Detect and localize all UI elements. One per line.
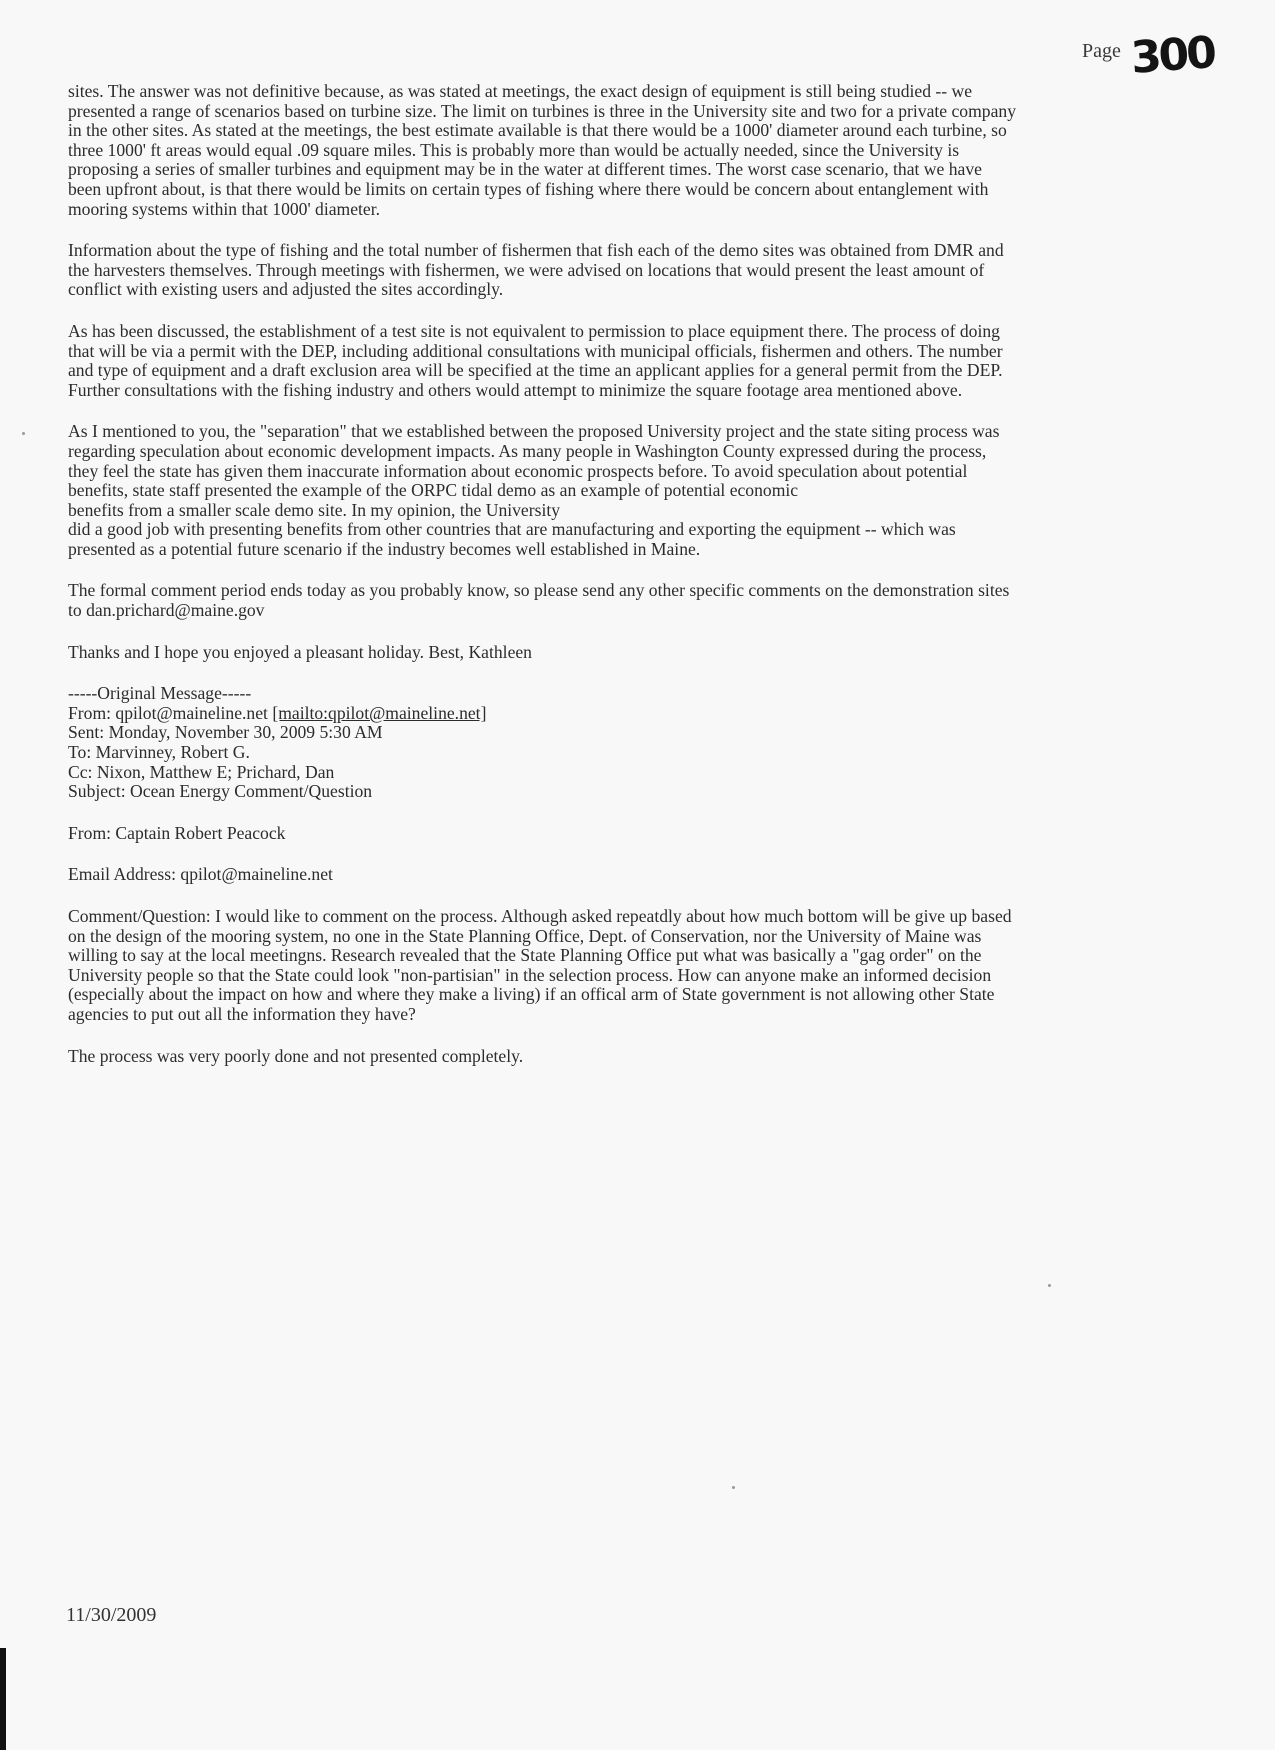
text-line: the harvesters themselves. Through meetings with fishermen, we were advised on locations that would present the least amount of xyxy=(68,259,985,280)
scan-edge-shadow xyxy=(0,1648,6,1750)
closing-remark xyxy=(68,1047,1198,1067)
text-line: proposing a series of smaller turbines and equipment may be in the water at different times. The worst case scenario, that we have xyxy=(68,159,982,180)
text-line: benefits, state staff presented the example of the ORPC tidal demo as an example of potential economic xyxy=(68,480,799,501)
original-subject-line: Subject: Ocean Energy Comment/Question xyxy=(68,781,373,802)
original-sent-line: Sent: Monday, November 30, 2009 5:30 AM xyxy=(68,722,383,743)
text-line: and type of equipment and a draft exclusion area will be specified at the time an applicant applies for a general permit from the DEP. xyxy=(68,360,1003,381)
paragraph-permit-process xyxy=(68,322,1198,400)
text-line: agencies to put out all the information they have? xyxy=(68,1003,416,1024)
text-line: mooring systems within that 1000' diameter. xyxy=(68,198,381,219)
original-message-header xyxy=(68,684,1198,802)
text-line: regarding speculation about economic development impacts. As many people in Washington County expressed during the process, xyxy=(68,440,987,461)
text-line: University people so that the State could look "non-partisian" in the selection process. How can anyone make an informed decision xyxy=(68,964,992,985)
text-line: presented as a potential future scenario if the industry becomes well established in Maine. xyxy=(68,538,701,559)
text-line: presented a range of scenarios based on turbine size. The limit on turbines is three in the University site and two for a private company xyxy=(68,100,1016,121)
paragraph-signoff xyxy=(68,643,1198,663)
text-line: Thanks and I hope you enjoyed a pleasant holiday. Best, Kathleen xyxy=(68,641,532,662)
text-line: conflict with existing users and adjusted the sites accordingly. xyxy=(68,279,504,300)
scan-speck xyxy=(1048,1284,1051,1287)
text-line: Information about the type of fishing and the total number of fishermen that fish each of the demo sites was obtained from DMR and xyxy=(68,240,1004,261)
paragraph-turbine-sites xyxy=(68,82,1198,219)
text-line: been upfront about, is that there would be limits on certain types of fishing where there would be concern about entanglement with xyxy=(68,178,989,199)
text-line: Email Address: qpilot@maineline.net xyxy=(68,864,333,885)
paragraph-comment-period xyxy=(68,581,1198,620)
text-line: The formal comment period ends today as you probably know, so please send any other specific comments on the demonstration sites xyxy=(68,580,1010,601)
scan-speck xyxy=(732,1486,735,1489)
paragraph-separation xyxy=(68,422,1198,559)
text-line: three 1000' ft areas would equal .09 square miles. This is probably more than would be actually needed, since the University is xyxy=(68,139,960,160)
text-line: From: Captain Robert Peacock xyxy=(68,822,286,843)
text-line: The process was very poorly done and not presented completely. xyxy=(68,1045,524,1066)
text-line: in the other sites. As stated at the meetings, the best estimate available is that there would be a 1000' diameter around each turbine, so xyxy=(68,120,1007,141)
handwritten-page-number: 300 xyxy=(1129,27,1216,84)
footer-date: 11/30/2009 xyxy=(66,1604,157,1626)
text-line: benefits from a smaller scale demo site. In my opinion, the University xyxy=(68,499,561,520)
text-line: that will be via a permit with the DEP, including additional consultations with municipal officials, fishermen and others. The number xyxy=(68,340,1003,361)
text-line: sites. The answer was not definitive because, as was stated at meetings, the exact design of equipment is still being studied -- we xyxy=(68,81,973,101)
page-label: Page xyxy=(1082,40,1121,62)
original-to-line: To: Marvinney, Robert G. xyxy=(68,742,250,763)
text-line: to dan.prichard@maine.gov xyxy=(68,600,265,621)
paragraph-fishing-info xyxy=(68,241,1198,300)
email-body xyxy=(68,82,1198,1088)
text-line: did a good job with presenting benefits from other countries that are manufacturing and exporting the equipment -- which was xyxy=(68,519,956,540)
original-from-address: From: qpilot@maineline.net xyxy=(68,702,268,723)
original-message-separator: -----Original Message----- xyxy=(68,683,252,704)
text-line: they feel the state has given them inaccurate information about economic prospects before. To avoid speculation about potential xyxy=(68,460,968,481)
form-from-field xyxy=(68,824,1198,844)
original-from-line xyxy=(68,704,1198,724)
text-line: Further consultations with the fishing industry and others would attempt to minimize the square footage area mentioned above. xyxy=(68,379,963,400)
form-email-field xyxy=(68,865,1198,885)
text-line: Comment/Question: I would like to comment on the process. Although asked repeatdly about how much bottom will be give up based xyxy=(68,906,1012,926)
text-line: As has been discussed, the establishment of a test site is not equivalent to permission to place equipment there. The process of doing xyxy=(68,320,1000,341)
text-line: As I mentioned to you, the "separation" that we established between the proposed University project and the state siting process was xyxy=(68,421,1000,442)
text-line: (especially about the impact on how and where they make a living) if an offical arm of State government is not allowing other State xyxy=(68,984,995,1005)
scan-speck xyxy=(22,432,25,435)
text-line: willing to say at the local meetingns. Research revealed that the State Planning Office put what was basically a "gag order" on the xyxy=(68,945,982,966)
mailto-link[interactable]: [mailto:qpilot@maineline.net] xyxy=(272,702,487,723)
text-line: on the design of the mooring system, no one in the State Planning Office, Dept. of Conservation, nor the University of Maine was xyxy=(68,925,982,946)
original-cc-line: Cc: Nixon, Matthew E; Prichard, Dan xyxy=(68,761,335,782)
comment-question xyxy=(68,907,1198,1025)
